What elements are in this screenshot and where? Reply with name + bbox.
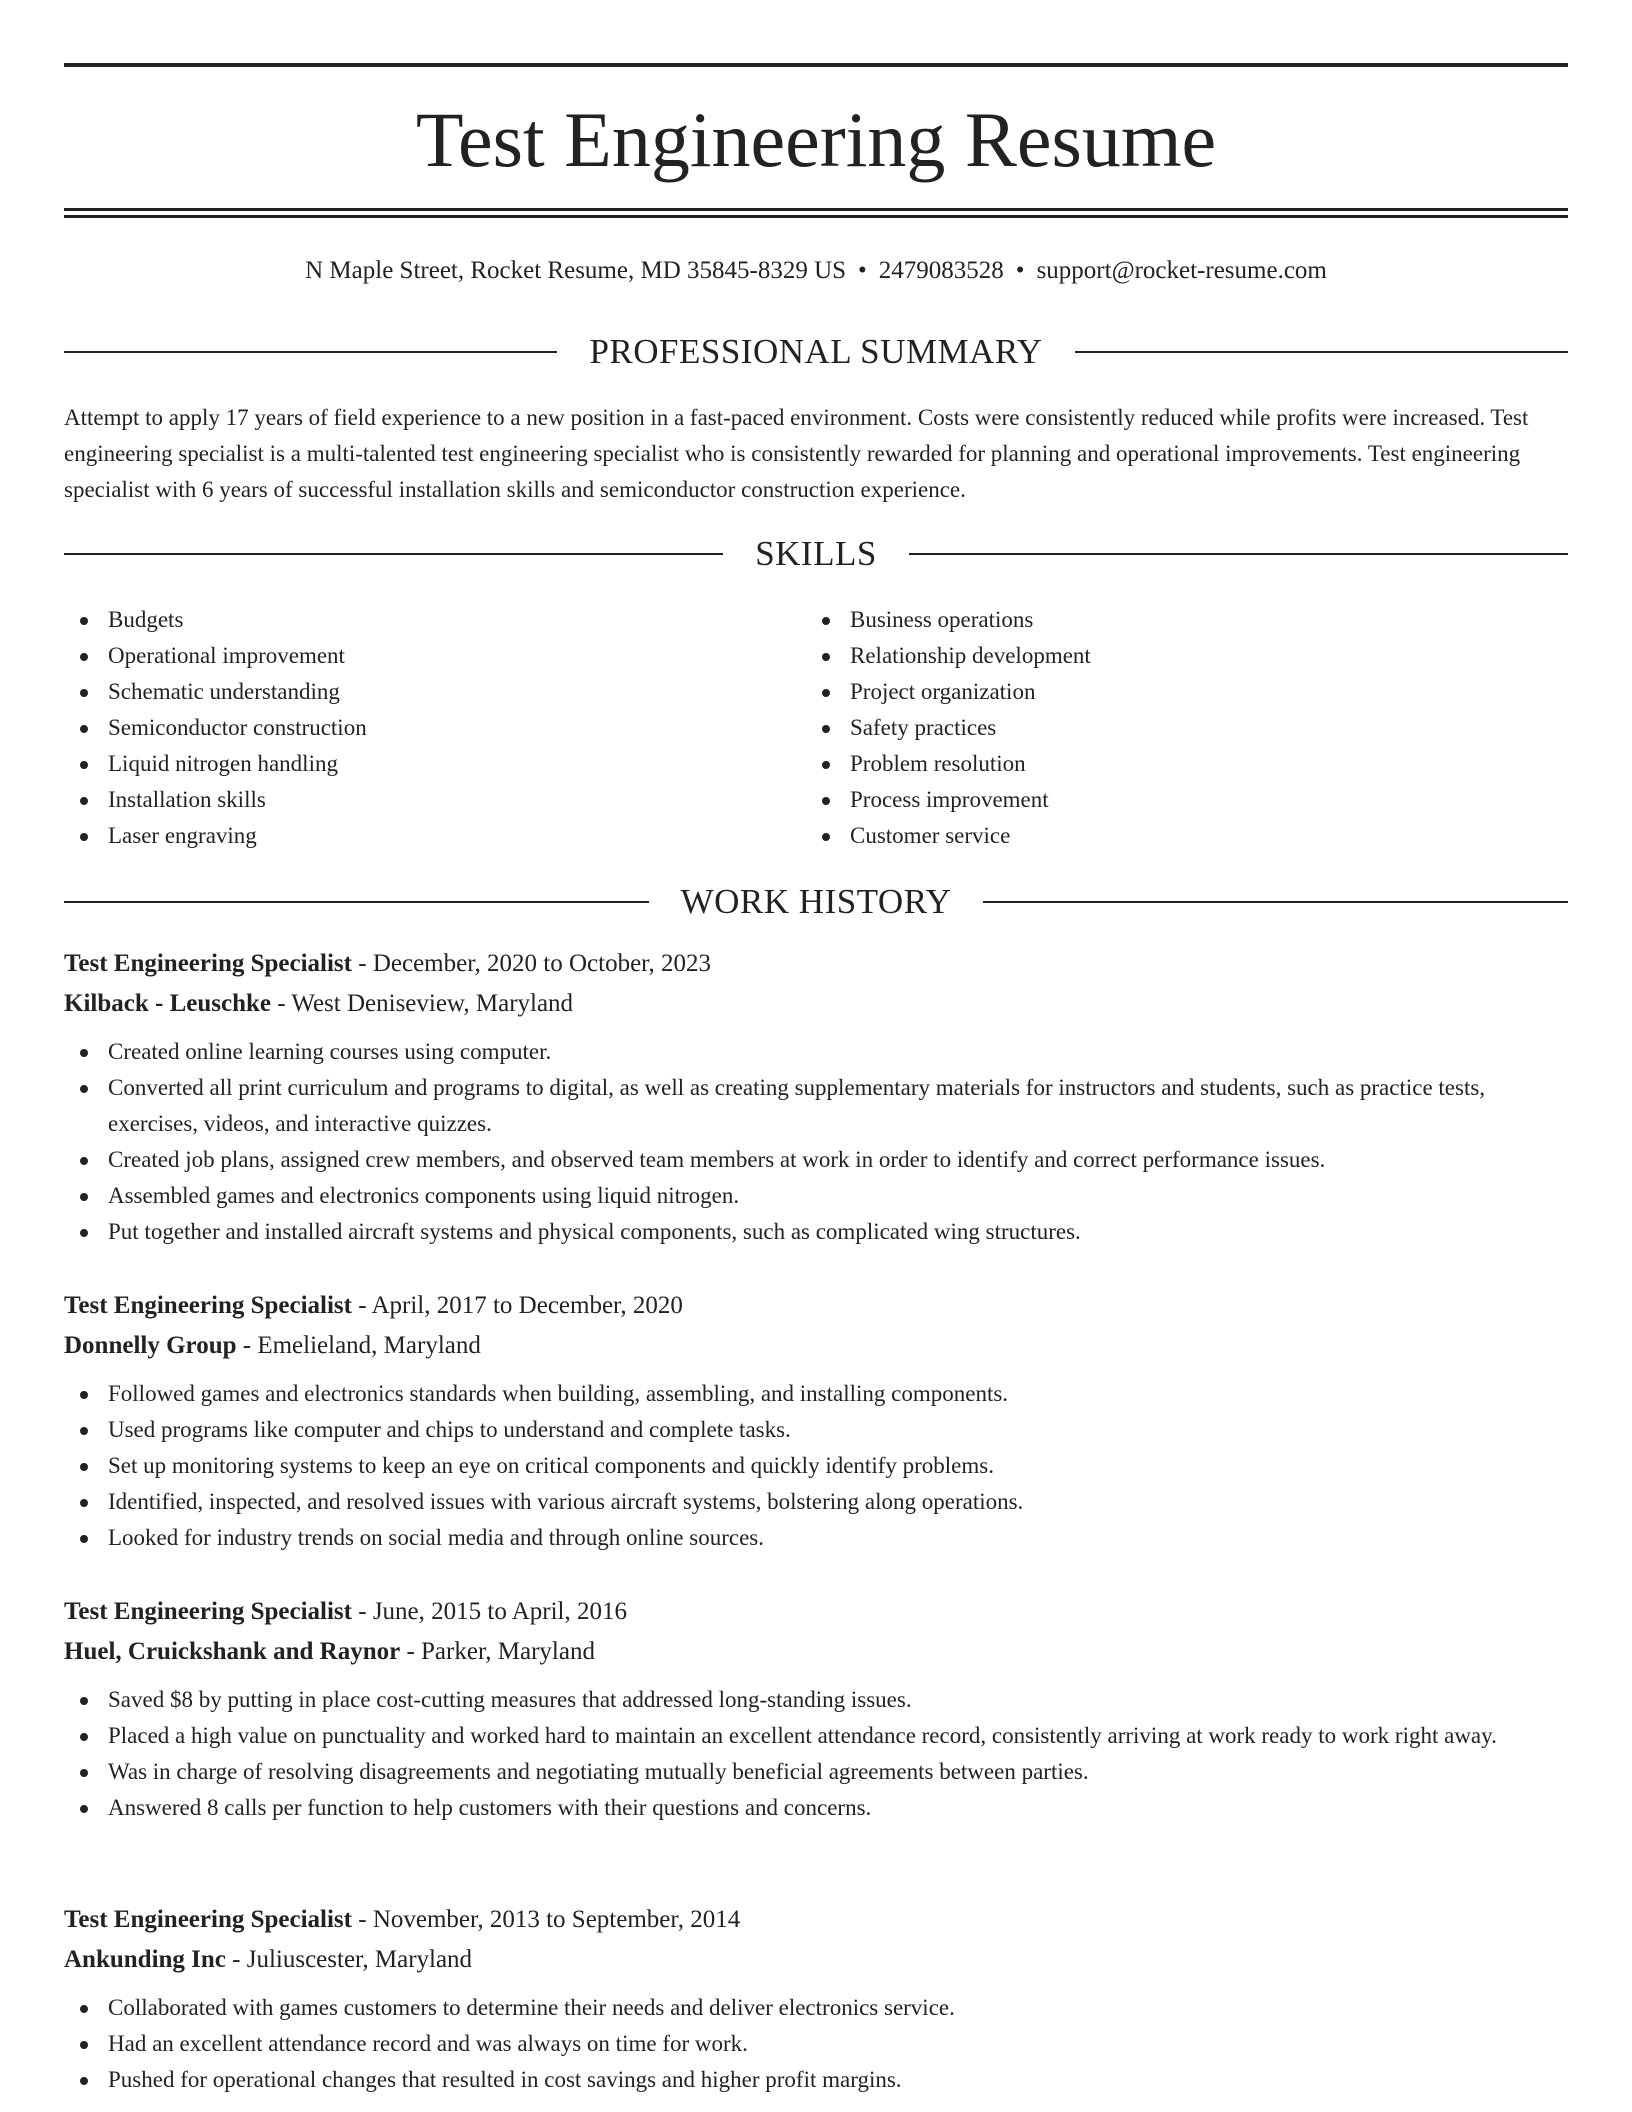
job-title: Test Engineering Specialist (64, 1598, 352, 1625)
skill-item: Schematic understanding (64, 674, 804, 710)
job-dates: - April, 2017 to December, 2020 (352, 1292, 683, 1319)
job-company-line (64, 1632, 1568, 1672)
job-entry (64, 1900, 1568, 2098)
job-company-line (64, 1326, 1568, 1366)
job-title-line (64, 944, 1568, 984)
heading-rule (909, 553, 1568, 555)
skill-item: Operational improvement (64, 638, 804, 674)
job-company: Donnelly Group (64, 1332, 237, 1359)
skill-item: Process improvement (806, 782, 1546, 818)
skills-heading-label: SKILLS (755, 534, 877, 573)
contact-separator: • (1015, 257, 1025, 284)
heading-rule (64, 351, 557, 353)
summary-heading (64, 330, 1568, 374)
job-bullet: Collaborated with games customers to determine their needs and deliver electronics service. (64, 1990, 1568, 2026)
contact-line (64, 254, 1568, 288)
skills-list-left (64, 602, 804, 854)
job-dates: - June, 2015 to April, 2016 (352, 1598, 627, 1625)
job-bullets (64, 1376, 1568, 1556)
heading-rule (1075, 351, 1568, 353)
job-bullet: Created job plans, assigned crew members, and observed team members at work in order to identify and correct performance issues. (64, 1142, 1568, 1178)
job-title: Test Engineering Specialist (64, 1292, 352, 1319)
job-company: Huel, Cruickshank and Raynor (64, 1638, 401, 1665)
summary-text: Attempt to apply 17 years of field experience to a new position in a fast-paced environment. Costs were consistently reduced while profits were increased. Test engineering specialist is a multi-talented test engineering specialist who is consistently rewarded for planning and operational improvements. Test engineering specialist with 6 years of successful installation skills and semiconductor construction experience. (64, 405, 1529, 502)
job-bullet: Used programs like computer and chips to understand and complete tasks. (64, 1412, 1568, 1448)
skill-item: Liquid nitrogen handling (64, 746, 804, 782)
top-rule (64, 63, 1568, 67)
summary-heading-label: PROFESSIONAL SUMMARY (589, 332, 1043, 371)
job-bullet: Saved $8 by putting in place cost-cutting measures that addressed long-standing issues. (64, 1682, 1568, 1718)
title-double-rule (64, 208, 1568, 218)
job-bullet: Answered 8 calls per function to help customers with their questions and concerns. (64, 1790, 1568, 1826)
job-dates: - December, 2020 to October, 2023 (352, 950, 711, 977)
job-entry (64, 1592, 1568, 1826)
contact-separator: • (858, 257, 867, 284)
job-bullet: Had an excellent attendance record and was always on time for work. (64, 2026, 1568, 2062)
job-location: - Emelieland, Maryland (236, 1332, 481, 1359)
job-title: Test Engineering Specialist (64, 1906, 352, 1933)
job-location: - West Deniseview, Maryland (270, 990, 574, 1017)
job-location: - Juliuscester, Maryland (225, 1946, 473, 1973)
job-title-line (64, 1900, 1568, 1940)
job-company-line (64, 1940, 1568, 1980)
heading-rule (64, 553, 723, 555)
skill-item: Budgets (64, 602, 804, 638)
job-bullet: Set up monitoring systems to keep an eye on critical components and quickly identify problems. (64, 1448, 1568, 1484)
skill-item: Business operations (806, 602, 1546, 638)
job-bullet: Was in charge of resolving disagreements and negotiating mutually beneficial agreements between parties. (64, 1754, 1568, 1790)
skills-heading (64, 532, 1568, 576)
job-bullet: Placed a high value on punctuality and worked hard to maintain an excellent attendance record, consistently arriving at work ready to work right away. (64, 1718, 1568, 1754)
job-company-line (64, 984, 1568, 1024)
job-bullet: Pushed for operational changes that resulted in cost savings and higher profit margins. (64, 2062, 1568, 2098)
job-bullet: Looked for industry trends on social media and through online sources. (64, 1520, 1568, 1556)
skill-item: Installation skills (64, 782, 804, 818)
skill-item: Safety practices (806, 710, 1546, 746)
job-bullet: Followed games and electronics standards when building, assembling, and installing components. (64, 1376, 1568, 1412)
work-history-heading-label: WORK HISTORY (680, 882, 952, 921)
job-location: - Parker, Maryland (400, 1638, 595, 1665)
job-bullets (64, 1682, 1568, 1826)
job-bullet: Identified, inspected, and resolved issues with various aircraft systems, bolstering along operations. (64, 1484, 1568, 1520)
job-title: Test Engineering Specialist (64, 950, 352, 977)
contact-email: support@rocket-resume.com (1036, 257, 1327, 284)
job-title-line (64, 1592, 1568, 1632)
skill-item: Laser engraving (64, 818, 804, 854)
job-bullet: Put together and installed aircraft systems and physical components, such as complicated wing structures. (64, 1214, 1568, 1250)
job-dates: - November, 2013 to September, 2014 (352, 1906, 741, 1933)
skills-list-right (806, 602, 1546, 854)
skill-item: Project organization (806, 674, 1546, 710)
job-company: Kilback - Leuschke (64, 990, 271, 1017)
job-bullets (64, 1034, 1568, 1250)
job-bullet: Converted all print curriculum and programs to digital, as well as creating supplementary materials for instructors and students, such as practice tests, exercises, videos, and interactive quizzes. (64, 1070, 1568, 1142)
skill-item: Customer service (806, 818, 1546, 854)
heading-rule (983, 901, 1568, 903)
job-bullets (64, 1990, 1568, 2098)
job-entry (64, 1286, 1568, 1556)
resume-title: Test Engineering Resume (415, 96, 1217, 183)
skill-item: Semiconductor construction (64, 710, 804, 746)
skill-item: Problem resolution (806, 746, 1546, 782)
job-entry (64, 944, 1568, 1250)
skill-item: Relationship development (806, 638, 1546, 674)
job-title-line (64, 1286, 1568, 1326)
work-history-heading (64, 880, 1568, 924)
heading-rule (64, 901, 649, 903)
job-bullet: Created online learning courses using computer. (64, 1034, 1568, 1070)
contact-address: N Maple Street, Rocket Resume, MD 35845-8329 US (305, 257, 847, 284)
job-company: Ankunding Inc (64, 1946, 226, 1973)
contact-phone: 2479083528 (878, 257, 1004, 284)
job-bullet: Assembled games and electronics components using liquid nitrogen. (64, 1178, 1568, 1214)
